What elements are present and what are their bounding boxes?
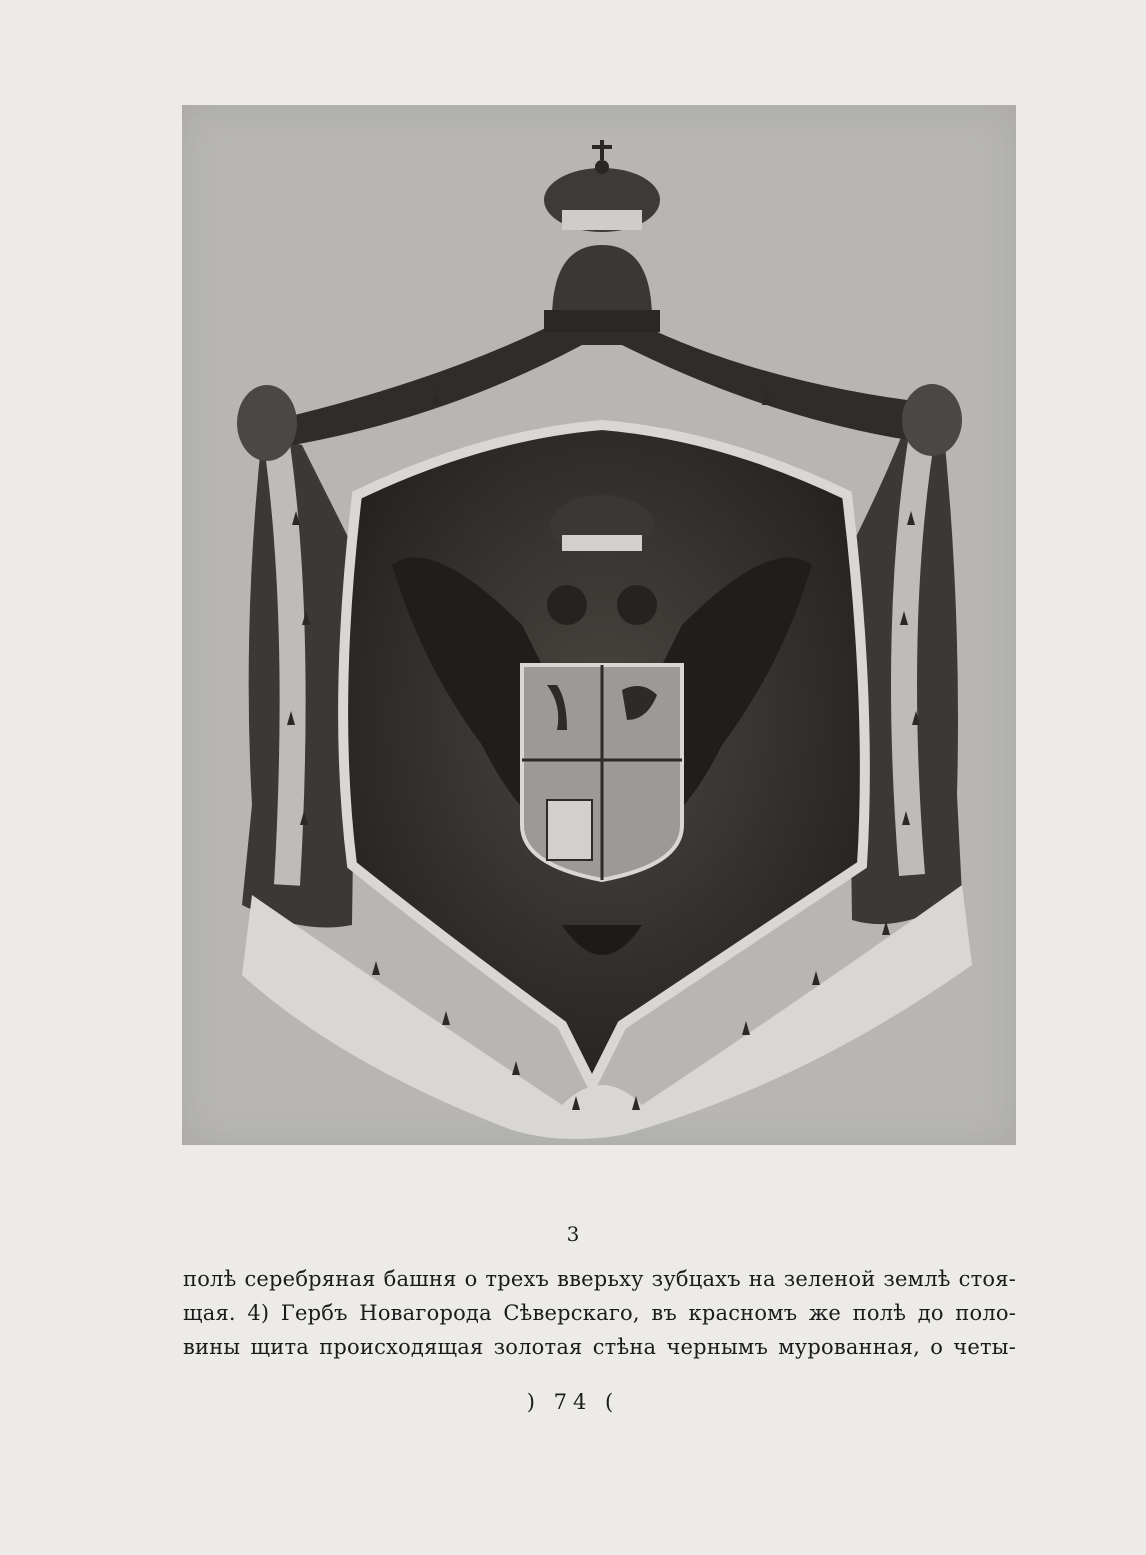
small-crown (550, 495, 654, 555)
body-text (183, 1262, 1016, 1364)
text-line: полѣ серебряная башня о трехъ вверьху зубцахъ на зеленой землѣ стоя- (183, 1267, 1016, 1291)
crown (544, 140, 660, 332)
coat-of-arms-plate (182, 105, 1016, 1145)
text-line: щая. 4) Гербъ Новагорода Сѣверскаго, въ красномъ же полѣ до поло- (183, 1301, 1016, 1325)
page-number: ) 74 ( (526, 1390, 620, 1414)
inner-shield (522, 665, 682, 880)
text-line: вины щита происходящая золотая стѣна чернымъ мурованная, о четы- (183, 1335, 1016, 1359)
coat-of-arms-illustration (182, 105, 1016, 1145)
signature-mark: 3 (566, 1222, 580, 1246)
